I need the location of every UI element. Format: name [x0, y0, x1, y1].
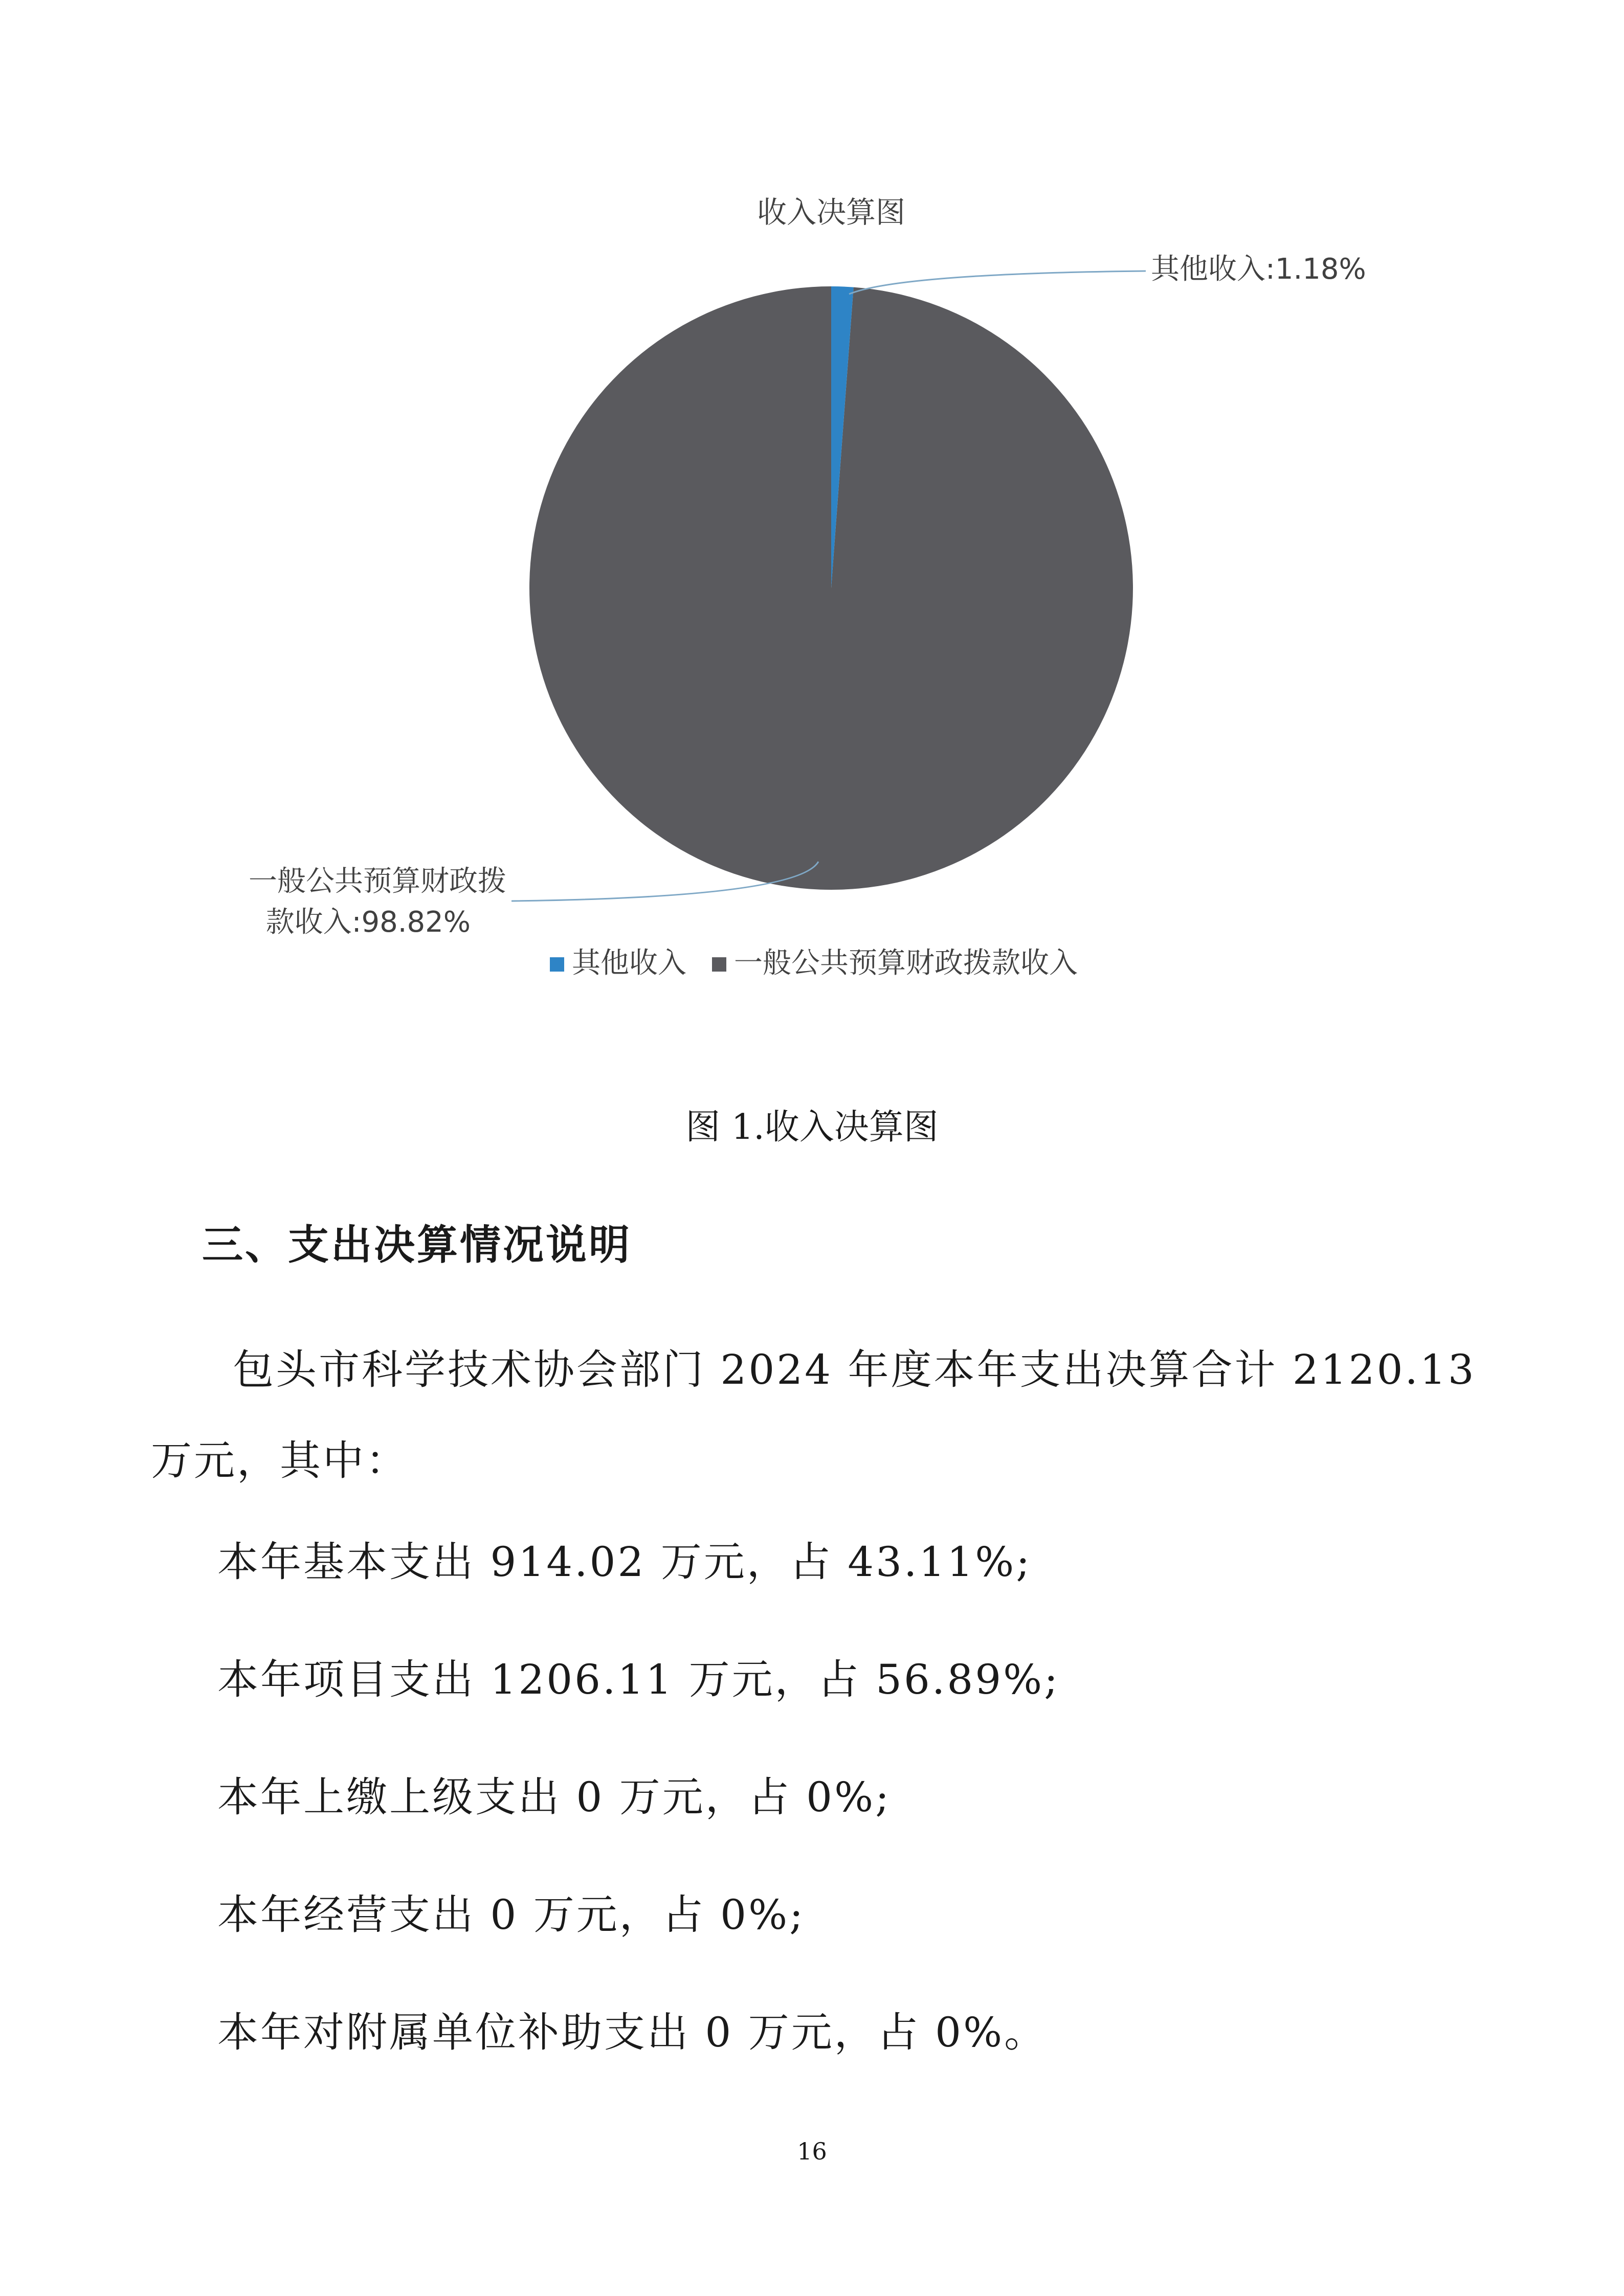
chart-title: 收入决算图	[757, 195, 906, 230]
expenditure-line-operation: 本年经营支出 0 万元，占 0%;	[217, 1891, 806, 1939]
page-number: 16	[797, 2137, 827, 2165]
expenditure-line-subsidiary: 本年对附属单位补助支出 0 万元，占 0%。	[217, 2009, 1048, 2056]
summary-paragraph: 包头市科学技术协会部门 2024 年度本年支出决算合计 2120.13 万元，其中：	[151, 1346, 1476, 1484]
data-label-general-budget-line1: 一般公共预算财政拨	[249, 865, 506, 898]
legend-label-other-income: 其他收入	[572, 947, 686, 980]
section-heading: 三、支出决算情况说明	[202, 1221, 632, 1269]
data-label-general-budget-line2: 款收入:98.82%	[265, 906, 471, 939]
expenditure-line-basic: 本年基本支出 914.02 万元，占 43.11%;	[217, 1538, 1032, 1586]
legend-label-general-budget: 一般公共预算财政拨款收入	[734, 947, 1078, 980]
leader-line-other-income	[849, 271, 1146, 294]
data-label-other-income: 其他收入:1.18%	[1151, 253, 1366, 286]
legend-swatch-general-budget	[712, 957, 726, 972]
expenditure-line-project: 本年项目支出 1206.11 万元，占 56.89%;	[217, 1656, 1060, 1703]
figure-caption: 图 1.收入决算图	[685, 1107, 939, 1147]
legend-swatch-other-income	[550, 957, 564, 972]
income-pie-chart	[0, 0, 1624, 1048]
chart-legend	[550, 947, 1078, 980]
expenditure-line-upper-level: 本年上缴上级支出 0 万元，占 0%;	[217, 1773, 892, 1821]
